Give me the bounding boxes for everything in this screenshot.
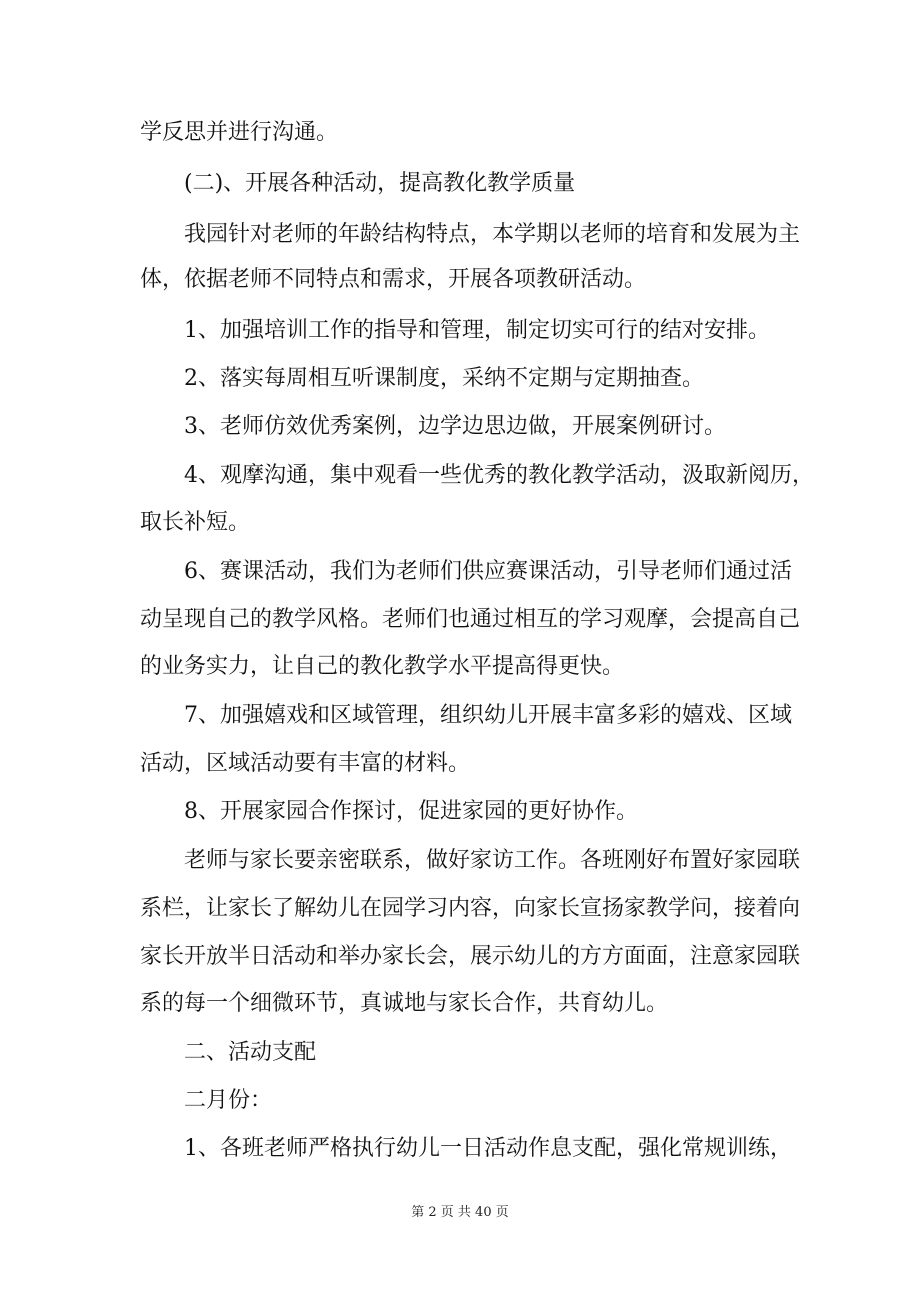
- list-item: 8、开展家园合作探讨，促进家园的更好协作。: [184, 799, 638, 824]
- text-line: 老师与家长要亲密联系，做好家访工作。各班刚好布置好家园联: [184, 848, 801, 873]
- text-line: 活动，区域活动要有丰富的材料。: [140, 751, 471, 776]
- list-item: 1、各班老师严格执行幼儿一日活动作息支配，强化常规训练，: [184, 1136, 792, 1161]
- list-item: 7、加强嬉戏和区域管理，组织幼儿开展丰富多彩的嬉戏、区域: [184, 703, 792, 728]
- text-line: 系栏，让家长了解幼儿在园学习内容，向家长宣扬家教学问，接着向: [140, 896, 801, 921]
- text-line: 我园针对老师的年龄结构特点，本学期以老师的培育和发展为主: [184, 222, 801, 247]
- list-item: 3、老师仿效优秀案例，边学边思边做，开展案例研讨。: [184, 414, 726, 439]
- text-line: 取长补短。: [140, 510, 251, 535]
- list-item: 2、落实每周相互听课制度，采纳不定期与定期抽查。: [184, 366, 704, 391]
- list-item: 6、赛课活动，我们为老师们供应赛课活动，引导老师们通过活: [184, 559, 792, 584]
- text-line: 体，依据老师不同特点和需求，开展各项教研活动。: [140, 267, 647, 292]
- month-heading: 二月份：: [184, 1088, 273, 1113]
- text-line: 的业务实力，让自己的教化教学水平提高得更快。: [140, 654, 625, 679]
- text-line: 动呈现自己的教学风格。老师们也通过相互的学习观摩，会提高自己: [140, 607, 801, 632]
- section-heading: 二、活动支配: [184, 1040, 317, 1065]
- text-line: 家长开放半日活动和举办家长会，展示幼儿的方方面面，注意家园联: [140, 944, 801, 969]
- text-line: 学反思并进行沟通。: [140, 120, 339, 145]
- list-item: 1、加强培训工作的指导和管理，制定切实可行的结对安排。: [184, 318, 770, 343]
- section-heading: (二)、开展各种活动，提高教化教学质量: [184, 171, 576, 196]
- text-line: 系的每一个细微环节，真诚地与家长合作，共育幼儿。: [140, 991, 669, 1016]
- list-item: 4、观摩沟通，集中观看一些优秀的教化教学活动，汲取新阅历，: [184, 463, 814, 488]
- page-footer: 第 2 页 共 40 页: [411, 1205, 509, 1220]
